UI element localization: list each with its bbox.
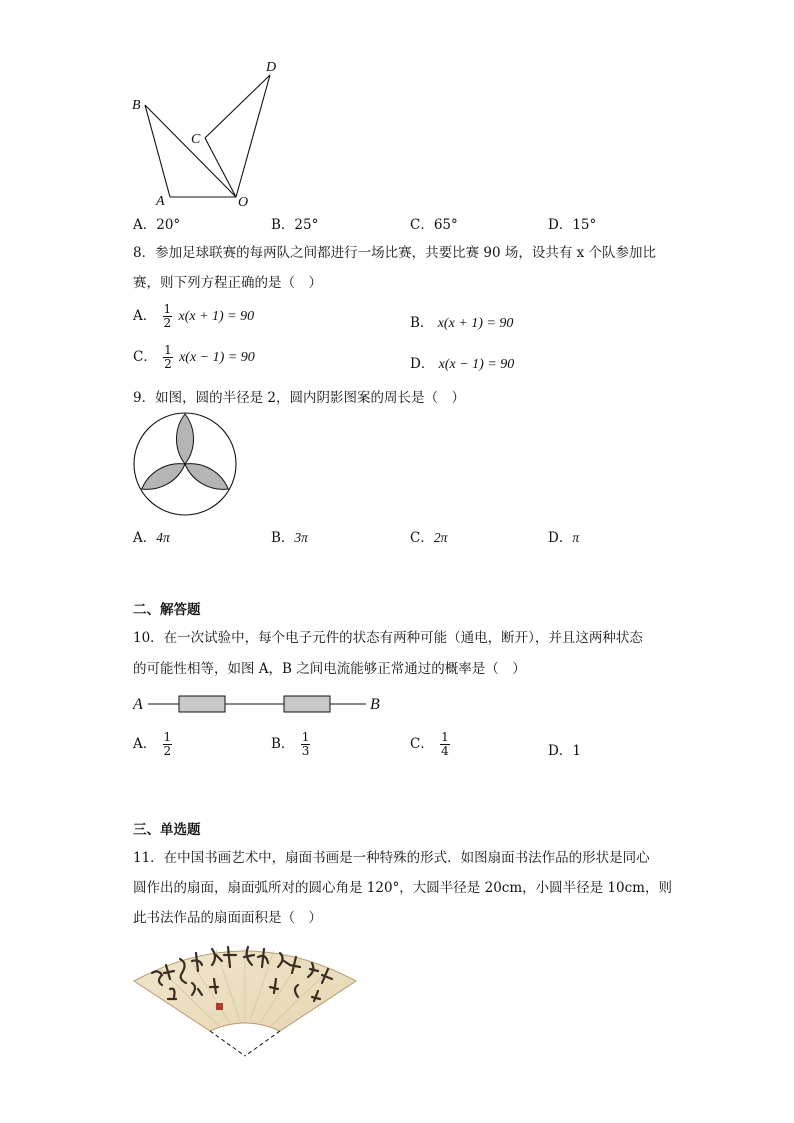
- q8-option-a: A． $\frac{1}{2}$ x(x + 1) = 90: [133, 302, 255, 330]
- q11-stem-line2: 圆作出的扇面，扇面弧所对的圆心角是 120°，大圆半径是 20cm，小圆半径是 10cm，则: [133, 880, 672, 896]
- q8-stem-line1: 8．参加足球联赛的每两队之间都进行一场比赛，共要比赛 90 场，设共有 x 个队参加比: [133, 245, 657, 261]
- q10-stem-line2: 的可能性相等，如图 A，B 之间电流能够正常通过的概率是（ ）: [133, 661, 526, 677]
- q8-option-b: B． x(x + 1) = 90: [410, 315, 514, 331]
- q9-option-d: D．π: [548, 530, 580, 546]
- q7-option-b: B．25°: [271, 217, 319, 233]
- q7-option-d: D．15°: [548, 217, 597, 233]
- q7-option-a: A．20°: [133, 217, 181, 233]
- q10-option-d: D．1: [548, 743, 581, 759]
- q8-option-d: D． x(x − 1) = 90: [410, 356, 515, 372]
- q7-geometry-figure: [128, 55, 298, 215]
- circuit-label-a: A: [133, 696, 143, 713]
- section-title-single-choice: 三、单选题: [133, 822, 201, 838]
- q9-stem: 9．如图，圆的半径是 2，圆内阴影图案的周长是（ ）: [133, 390, 465, 406]
- q7-option-c: C．65°: [410, 217, 458, 233]
- q9-option-b: B．3π: [271, 530, 308, 546]
- q10-option-a: A． $\frac{1}{2}$: [133, 730, 172, 758]
- q8-option-c: C． $\frac{1}{2}$ x(x − 1) = 90: [133, 343, 255, 371]
- label-o: O: [238, 195, 249, 210]
- q11-stem-line3: 此书法作品的扇面面积是（ ）: [133, 910, 322, 926]
- label-d: D: [266, 60, 277, 75]
- q11-fan-calligraphy-figure: [130, 935, 360, 1060]
- label-a: A: [156, 194, 165, 209]
- q9-option-a: A．4π: [133, 530, 170, 546]
- q11-stem-line1: 11．在中国书画艺术中，扇面书画是一种特殊的形式．如图扇面书法作品的形状是同心: [133, 850, 650, 866]
- q10-option-c: C． $\frac{1}{4}$: [410, 730, 449, 758]
- label-c: C: [191, 132, 201, 147]
- q10-stem-line1: 10．在一次试验中，每个电子元件的状态有两种可能（通电，断开），并且这两种状态: [133, 630, 643, 646]
- q9-circle-figure: [130, 412, 240, 517]
- q10-option-b: B． $\frac{1}{3}$: [271, 730, 310, 758]
- section-title-answer: 二、解答题: [133, 602, 201, 618]
- circuit-label-b: B: [370, 696, 380, 713]
- q9-option-c: C．2π: [410, 530, 448, 546]
- q8-stem-line2: 赛，则下列方程正确的是（ ）: [133, 275, 322, 291]
- label-b: B: [132, 98, 141, 113]
- q10-circuit-figure: [130, 690, 390, 718]
